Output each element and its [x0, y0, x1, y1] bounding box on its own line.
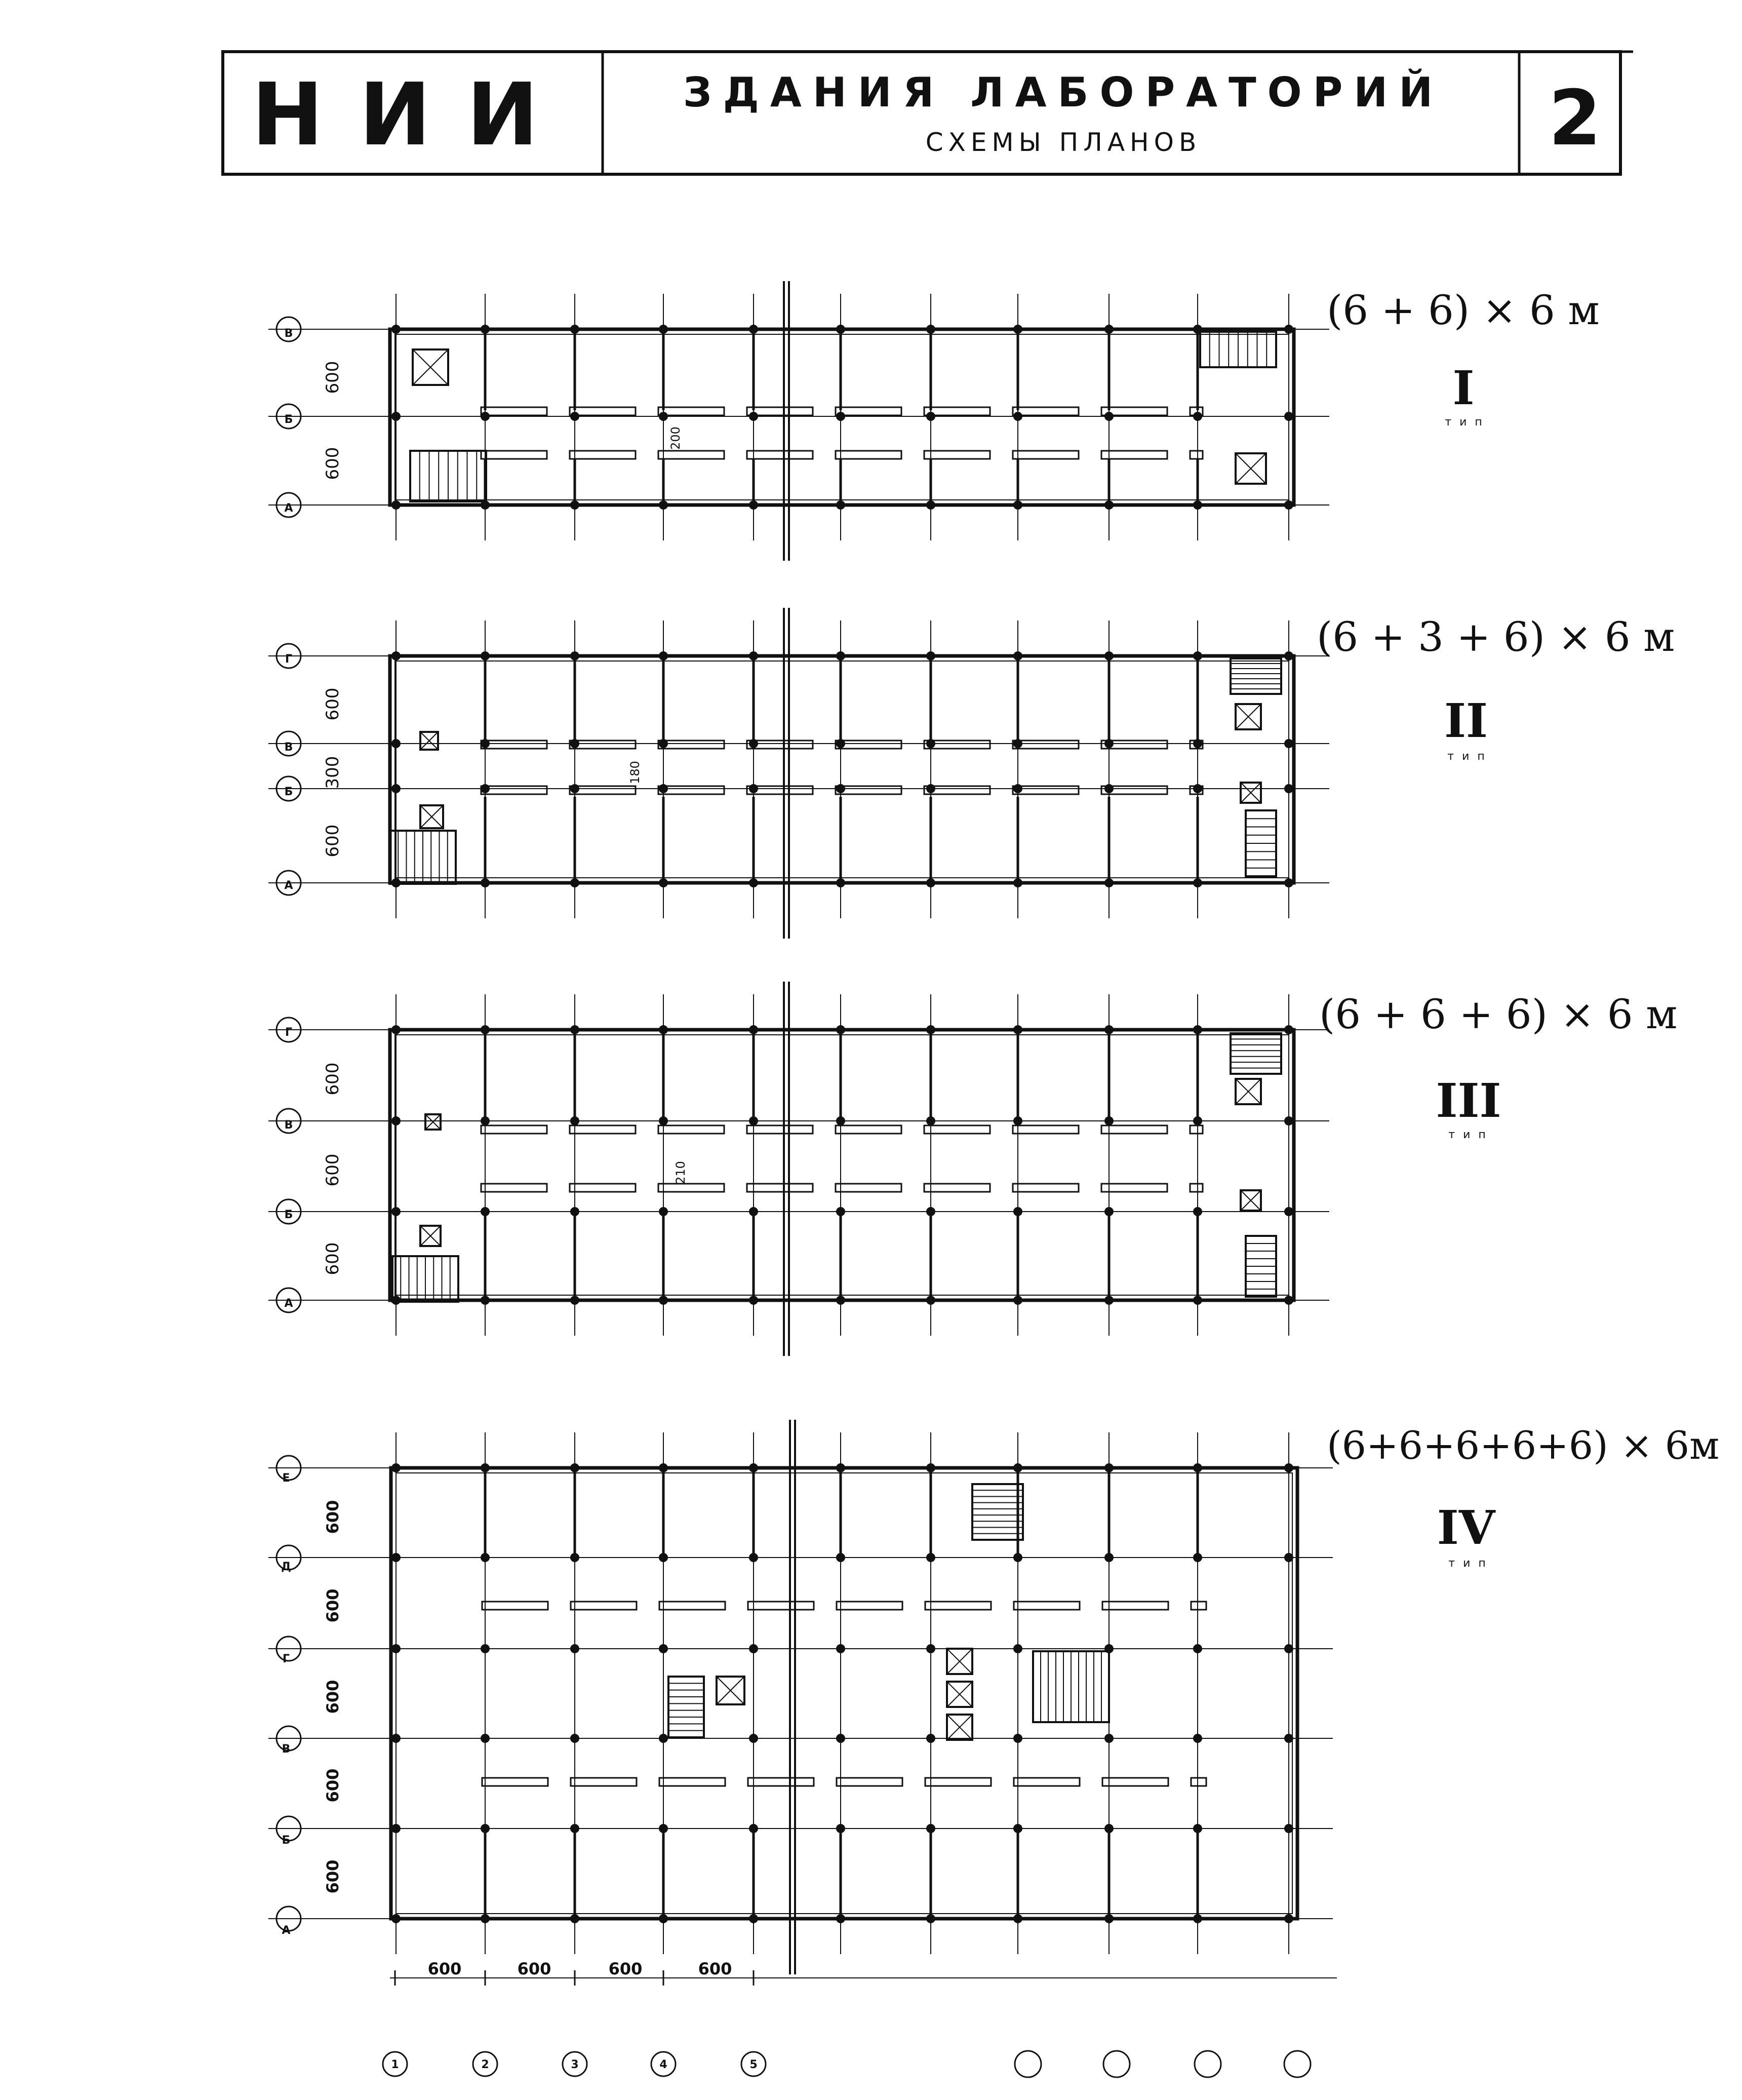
- plan-4-axis-b: Б: [282, 1834, 291, 1847]
- stair-icon: [1246, 1236, 1276, 1297]
- plan-2-axis-v: В: [284, 741, 293, 754]
- column: [1284, 500, 1293, 510]
- column: [1013, 412, 1022, 421]
- column: [1193, 1644, 1202, 1653]
- corridor-partition: [482, 1778, 548, 1786]
- plan-4-column-axis-2: 2: [481, 2058, 489, 2071]
- corridor-partition: [1190, 451, 1203, 459]
- column: [836, 1734, 845, 1743]
- plan-3-dim-2: 600: [323, 1153, 343, 1187]
- corridor-partition: [658, 1184, 724, 1192]
- column: [1284, 1296, 1293, 1305]
- column: [481, 1644, 490, 1653]
- plan-3-axis-a: А: [284, 1297, 293, 1310]
- header-title: ЗДАНИЯ ЛАБОРАТОРИЙ: [683, 69, 1444, 116]
- column: [1104, 412, 1114, 421]
- column: [1284, 1553, 1293, 1562]
- corridor-partition: [481, 407, 547, 415]
- plan-2-type-label: тип: [1447, 750, 1493, 763]
- stair-icon: [972, 1484, 1023, 1540]
- elevator-icon: [1236, 1079, 1261, 1104]
- plan-1-formula: (6 + 6) × 6 м: [1327, 287, 1600, 334]
- plan-2-axis-b: Б: [284, 786, 293, 798]
- column: [1193, 1734, 1202, 1743]
- column: [391, 1207, 401, 1216]
- plan-4-dim-4: 600: [323, 1768, 342, 1803]
- column-axis-bubble: [1195, 2051, 1221, 2077]
- corridor-partition: [1102, 1778, 1168, 1786]
- corridor-partition: [1013, 451, 1079, 459]
- plan-1-dim-1: 600: [323, 361, 343, 394]
- corridor-partition: [1101, 1125, 1167, 1134]
- elevator-icon: [947, 1682, 972, 1707]
- corridor-partition: [748, 1602, 814, 1610]
- corridor-partition: [571, 1778, 637, 1786]
- column: [391, 325, 401, 334]
- corridor-partition: [658, 451, 724, 459]
- elevator-icon: [425, 1114, 441, 1130]
- column: [1284, 1116, 1293, 1125]
- outer-wall-inner: [396, 1473, 1292, 1914]
- column: [836, 1644, 845, 1653]
- corridor-partition: [570, 786, 636, 794]
- corridor-partition: [1190, 1125, 1203, 1134]
- column: [391, 739, 401, 748]
- column: [659, 1644, 668, 1653]
- plan-4-column-axis-3: 3: [571, 2058, 579, 2071]
- plan-3-numeral: III: [1436, 1073, 1501, 1128]
- column: [481, 412, 490, 421]
- corridor-partition: [1013, 741, 1079, 749]
- plan-type-2: [268, 608, 1675, 939]
- corridor-partition: [1014, 1778, 1080, 1786]
- corridor-partition: [747, 451, 813, 459]
- corridor-partition: [924, 1184, 990, 1192]
- corridor-partition: [1013, 1184, 1079, 1192]
- corridor-partition: [836, 1184, 901, 1192]
- corridor-partition: [1190, 1184, 1203, 1192]
- plan-4-dim-5: 600: [323, 1859, 342, 1894]
- corridor-partition: [837, 1778, 902, 1786]
- stair-outline: [668, 1677, 704, 1737]
- column: [836, 412, 845, 421]
- column: [1013, 1644, 1022, 1653]
- stair-icon: [1033, 1651, 1109, 1722]
- corridor-partition: [1191, 1602, 1206, 1610]
- column: [1284, 1644, 1293, 1653]
- column: [391, 1914, 401, 1923]
- column-axis-bubble: [1015, 2051, 1041, 2077]
- plan-type-3: [268, 982, 1677, 1356]
- column: [481, 1734, 490, 1743]
- corridor-partition: [925, 1602, 991, 1610]
- corridor-partition: [925, 1778, 991, 1786]
- elevator-icon: [420, 732, 438, 750]
- column: [391, 1116, 401, 1125]
- plan-3-formula: (6 + 6 + 6) × 6 м: [1319, 991, 1678, 1038]
- column: [926, 1734, 935, 1743]
- elevator-icon: [1241, 783, 1261, 803]
- plan-2-dim-3: 600: [323, 824, 343, 858]
- corridor-partition: [836, 786, 901, 794]
- column: [1284, 651, 1293, 660]
- plan-4-bottom-dim-3: 600: [608, 1959, 643, 1978]
- column: [391, 1644, 401, 1653]
- header-subtitle: СХЕМЫ ПЛАНОВ: [925, 128, 1202, 157]
- plan-3-axis-v: В: [284, 1119, 293, 1132]
- column: [570, 1644, 579, 1653]
- plan-1-dim-2: 600: [323, 447, 343, 480]
- column-axis-bubble: [1103, 2051, 1130, 2077]
- corridor-partition: [748, 1778, 814, 1786]
- corridor-partition: [659, 1778, 725, 1786]
- plan-4-axis-e: Е: [282, 1472, 290, 1485]
- plan-4-formula: (6+6+6+6+6) × 6м: [1327, 1423, 1720, 1468]
- plan-type-4: [268, 1420, 1719, 2077]
- corridor-partition: [1014, 1602, 1080, 1610]
- elevator-icon: [947, 1649, 972, 1674]
- column: [1284, 878, 1293, 887]
- elevator-icon: [413, 349, 448, 385]
- corridor-partition: [658, 1125, 724, 1134]
- corridor-partition: [658, 741, 724, 749]
- elevator-icon: [420, 1226, 441, 1246]
- column: [391, 1553, 401, 1562]
- corridor-partition: [924, 1125, 990, 1134]
- corridor-partition: [1101, 451, 1167, 459]
- plan-1-axis-b: Б: [284, 413, 293, 426]
- stair-icon: [1246, 810, 1276, 876]
- plan-1-corridor-dim: 200: [668, 426, 683, 450]
- column: [1284, 784, 1293, 793]
- column: [391, 1824, 401, 1833]
- elevator-icon: [1236, 453, 1266, 484]
- elevator-icon: [947, 1715, 972, 1740]
- column: [391, 412, 401, 421]
- plan-1-numeral: I: [1452, 361, 1475, 415]
- corridor-partition: [924, 451, 990, 459]
- column: [1284, 1463, 1293, 1472]
- corridor-partition: [481, 1125, 547, 1134]
- column: [1284, 412, 1293, 421]
- corridor-partition: [658, 407, 724, 415]
- plan-2-axis-g: Г: [285, 653, 293, 666]
- stair-outline: [972, 1484, 1023, 1540]
- column: [659, 412, 668, 421]
- stair-icon: [410, 451, 486, 501]
- column: [1284, 1914, 1293, 1923]
- plan-3-dim-1: 600: [323, 1062, 343, 1096]
- outer-wall: [391, 1468, 1297, 1919]
- column: [391, 1463, 401, 1472]
- sheet-number: 2: [1548, 74, 1602, 163]
- corridor-partition: [1013, 1125, 1079, 1134]
- plan-4-bottom-dim-1: 600: [427, 1959, 462, 1978]
- corridor-partition: [659, 1602, 725, 1610]
- stair-icon: [1231, 1033, 1281, 1074]
- plan-3-type-label: тип: [1448, 1129, 1494, 1141]
- corridor-partition: [836, 407, 901, 415]
- plan-1-axis-v: В: [284, 327, 293, 340]
- corridor-partition: [1013, 786, 1079, 794]
- corridor-partition: [570, 451, 636, 459]
- plan-2-corridor-dim: 180: [628, 761, 642, 784]
- plan-4-dim-3: 600: [323, 1680, 342, 1714]
- corridor-partition: [481, 451, 547, 459]
- plan-1-axis-a: А: [284, 502, 293, 515]
- plan-3-axis-b: Б: [284, 1209, 293, 1221]
- elevator-icon: [1236, 704, 1261, 729]
- column: [1193, 412, 1202, 421]
- corridor-partition: [836, 451, 901, 459]
- column: [391, 651, 401, 660]
- corridor-partition: [837, 1602, 902, 1610]
- plan-4-column-axis-1: 1: [391, 2058, 399, 2071]
- column: [1284, 1824, 1293, 1833]
- plan-4-column-axis-4: 4: [659, 2058, 667, 2071]
- plan-4-bottom-dim-2: 600: [517, 1959, 551, 1978]
- corridor-partition: [570, 741, 636, 749]
- plan-3-dim-3: 600: [323, 1242, 343, 1275]
- plan-4-axis-a: А: [282, 1924, 291, 1937]
- plan-4-axis-v: В: [282, 1743, 291, 1756]
- corridor-partition: [836, 741, 901, 749]
- corridor-partition: [658, 786, 724, 794]
- column: [391, 784, 401, 793]
- plan-4-dim-2: 600: [323, 1588, 342, 1623]
- plan-3-corridor-dim: 210: [674, 1161, 688, 1184]
- column-axis-bubble: [1284, 2051, 1311, 2077]
- column: [391, 1025, 401, 1034]
- elevator-icon: [420, 805, 443, 828]
- corridor-partition: [481, 786, 547, 794]
- column: [749, 1644, 758, 1653]
- plan-2-dim-2: 300: [323, 756, 343, 789]
- column: [659, 1734, 668, 1743]
- column: [1284, 739, 1293, 748]
- plan-3-axis-g: Г: [285, 1026, 293, 1039]
- column: [570, 1734, 579, 1743]
- header-code: НИИ: [251, 65, 574, 165]
- stair-icon: [390, 831, 456, 884]
- corridor-partition: [747, 1125, 813, 1134]
- column: [1104, 1734, 1114, 1743]
- column: [749, 1734, 758, 1743]
- corridor-partition: [570, 407, 636, 415]
- column: [749, 412, 758, 421]
- corridor-partition: [1191, 1778, 1206, 1786]
- plan-1-type-label: тип: [1445, 416, 1490, 429]
- elevator-icon: [1241, 1190, 1261, 1211]
- corridor-partition: [836, 1125, 901, 1134]
- plan-2-numeral: II: [1444, 693, 1488, 748]
- corridor-partition: [481, 741, 547, 749]
- plan-2-axis-a: А: [284, 879, 293, 892]
- plan-2-dim-1: 600: [323, 687, 343, 721]
- stair-icon: [1231, 658, 1281, 694]
- corridor-partition: [747, 1184, 813, 1192]
- corridor-partition: [1013, 407, 1079, 415]
- column: [570, 412, 579, 421]
- corridor-partition: [570, 1184, 636, 1192]
- plan-4-bottom-dim-4: 600: [698, 1959, 732, 1978]
- column: [1284, 1025, 1293, 1034]
- column: [1284, 1207, 1293, 1216]
- plan-2-formula: (6 + 3 + 6) × 6 м: [1317, 613, 1675, 660]
- column: [926, 412, 935, 421]
- column: [1284, 325, 1293, 334]
- column: [391, 500, 401, 510]
- corridor-partition: [571, 1602, 637, 1610]
- stair-icon: [1200, 332, 1276, 367]
- corridor-partition: [570, 1125, 636, 1134]
- plan-4-axis-d: Д: [281, 1561, 291, 1573]
- corridor-partition: [1102, 1602, 1168, 1610]
- column: [391, 1734, 401, 1743]
- plan-4-axis-g: Г: [282, 1653, 290, 1665]
- corridor-partition: [482, 1602, 548, 1610]
- column: [1284, 1734, 1293, 1743]
- plan-4-numeral: IV: [1437, 1500, 1495, 1555]
- corridor-partition: [481, 1184, 547, 1192]
- column: [1013, 1734, 1022, 1743]
- plan-4-dim-1: 600: [323, 1500, 342, 1534]
- column: [926, 1644, 935, 1653]
- stair-icon: [668, 1677, 704, 1737]
- plan-4-column-axis-5: 5: [749, 2058, 758, 2071]
- elevator-icon: [717, 1677, 744, 1704]
- plan-4-type-label: тип: [1448, 1557, 1494, 1570]
- corridor-partition: [1101, 1184, 1167, 1192]
- plan-type-1: [268, 281, 1600, 561]
